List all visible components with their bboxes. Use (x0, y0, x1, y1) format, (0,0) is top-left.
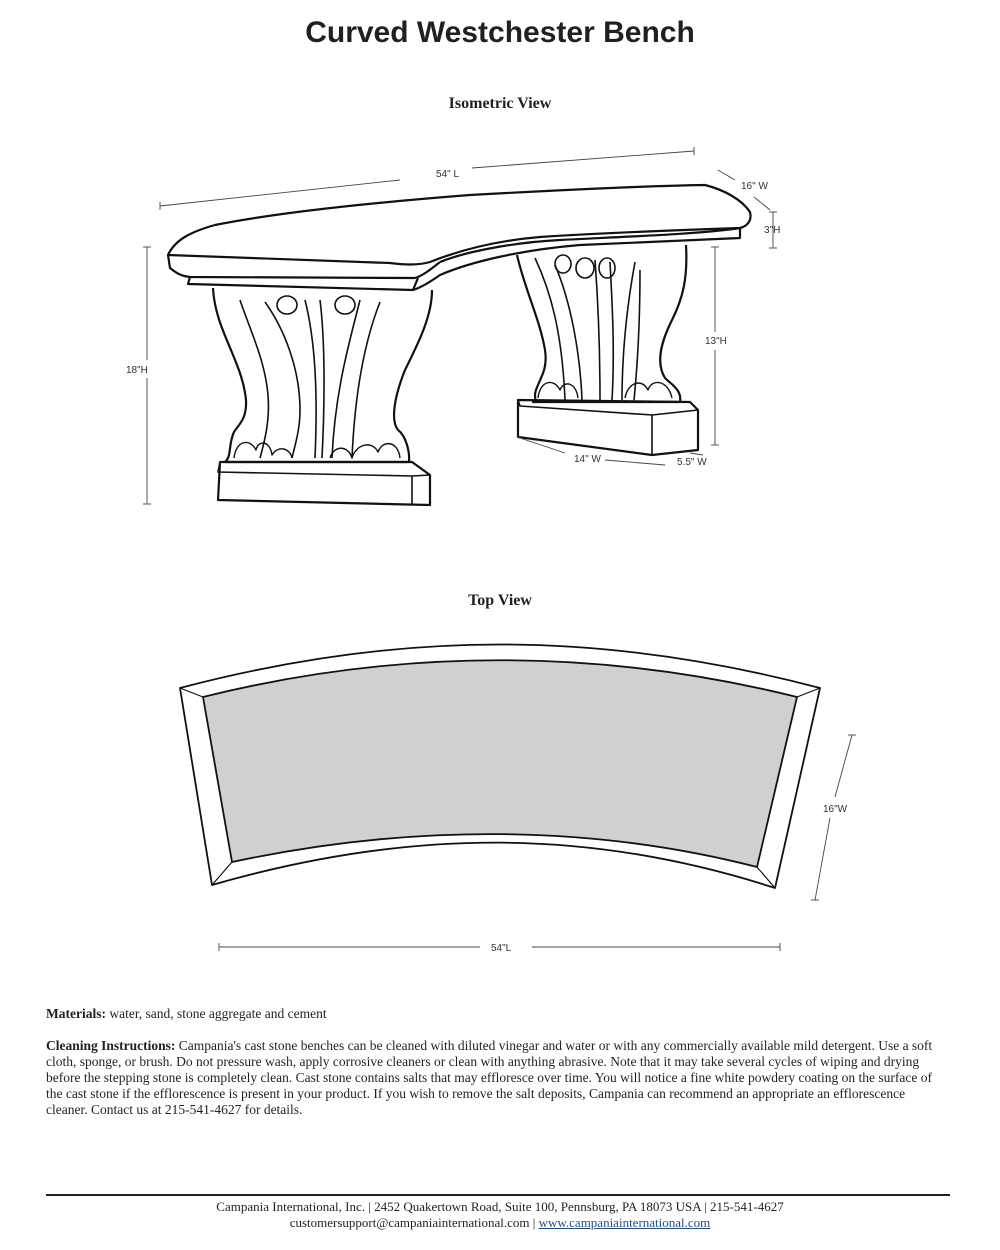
top-dim-width-label: 16"W (823, 804, 848, 815)
materials-text: water, sand, stone aggregate and cement (109, 1006, 327, 1021)
cleaning-label: Cleaning Instructions: (46, 1038, 176, 1053)
dim-length-label: 54" L (436, 169, 460, 180)
website-link[interactable]: www.campaniainternational.com (538, 1215, 711, 1230)
top-dim-length-label: 54"L (491, 943, 512, 954)
page-title: Curved Westchester Bench (305, 16, 695, 49)
dim-total-height-label: 18"H (126, 365, 148, 376)
top-view-heading: Top View (468, 592, 532, 609)
materials-label: Materials: (46, 1006, 106, 1021)
isometric-dimension-labels (126, 169, 780, 468)
dim-width-label: 16" W (741, 181, 768, 192)
footer-contact (0, 1215, 1000, 1231)
isometric-bench-drawing (168, 185, 751, 505)
dim-leg-height-label: 13"H (705, 336, 727, 347)
dim-base-width-label: 14" W (574, 454, 601, 465)
isometric-view-heading: Isometric View (448, 95, 552, 112)
cleaning-text: Campania's cast stone benches can be cleaned with diluted vinegar and water or with any commercially available mild detergent. Use a soft cloth, sponge, or brush. Do not pressure wash, apply corrosive cleaners or clean with anything abrasive. Note that it may take several cycles of wiping and drying before the stepping stone is completely clean. Cast stone contains salts that may effloresce over time. You will notice a fine white powdery coating on the surface of the cast stone if the efflorescence is present in your product. If you wish to remove the salt deposits, Campania can recommend an appropriate an efflorescence cleaner. Contact us at 215-541-4627 for details. (46, 1038, 933, 1117)
cleaning-paragraph (46, 1038, 946, 1118)
footer-address: Campania International, Inc. | 2452 Quakertown Road, Suite 100, Pennsburg, PA 18073 USA | 215-541-4627 (216, 1199, 784, 1214)
footer-separator: | (529, 1215, 539, 1230)
dim-base-depth-label: 5.5" W (677, 457, 707, 468)
dim-seat-height-label: 3"H (764, 225, 781, 236)
isometric-dimension-lines (143, 147, 777, 504)
materials-paragraph (46, 1006, 946, 1022)
top-view-drawing (180, 645, 820, 889)
footer-divider (46, 1194, 950, 1196)
footer-email: customersupport@campaniainternational.com (289, 1215, 530, 1230)
